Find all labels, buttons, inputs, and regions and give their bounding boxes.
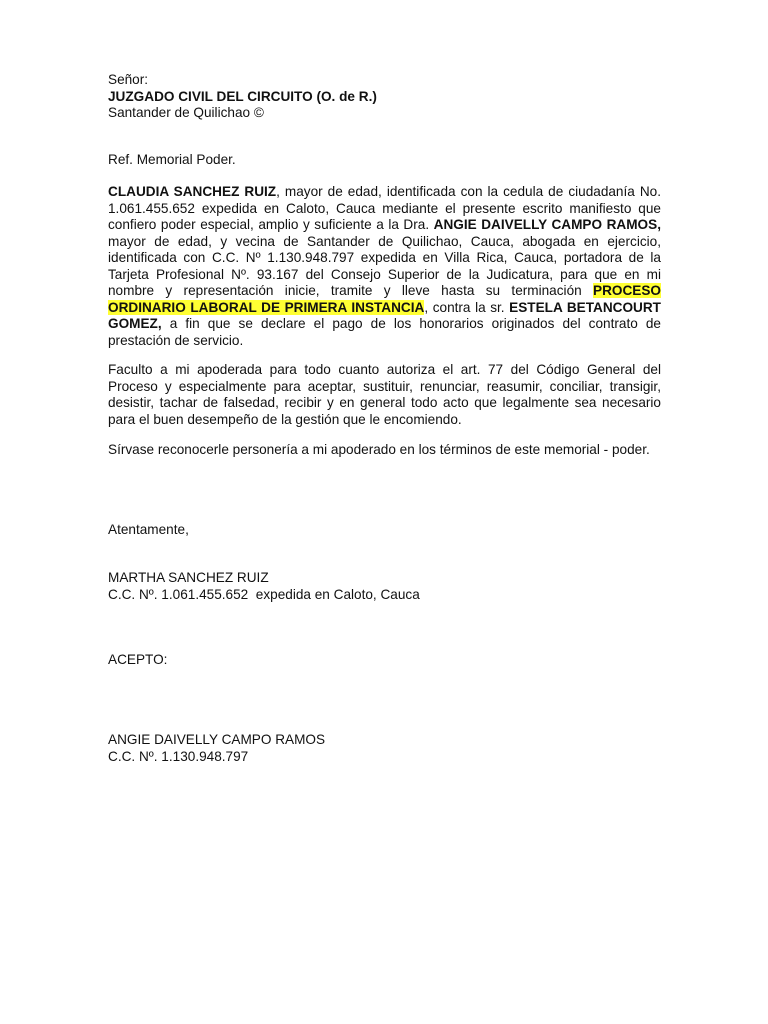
signer-grantor (108, 570, 661, 603)
reference-line (108, 152, 661, 169)
paragraph-recognition (108, 442, 661, 459)
grant-text-1: , mayor de edad, identificada con la cedula de ciudadanía No. 1.061.455.652 expedida en Caloto, Cauca mediante el presente escrito manifiesto que confiero poder especial, amplio y suficiente a la Dra. (108, 184, 661, 232)
closing (108, 522, 661, 539)
closing-text: Atentamente, (108, 522, 189, 537)
grantor-signature-id: C.C. Nº. 1.061.455.652 expedida en Caloto, Cauca (108, 586, 420, 602)
powers-text: Faculto a mi apoderada para todo cuanto autoriza el art. 77 del Código General del Proceso y especialmente para aceptar, sustituir, renunciar, reasumir, conciliar, transigir, desistir, tachar de falsedad, recibir y en general todo acto que legalmente sea necesario para el buen desempeño de la gestión que le encomiendo. (108, 362, 661, 427)
attorney-signature-id: C.C. Nº. 1.130.948.797 (108, 748, 249, 764)
grantor-name: CLAUDIA SANCHEZ RUIZ (108, 184, 277, 199)
court-name: JUZGADO CIVIL DEL CIRCUITO (O. de R.) (108, 88, 377, 104)
signer-attorney (108, 732, 661, 765)
accept-label (108, 652, 661, 669)
process-type-highlight: PROCESO ORDINARIO LABORAL DE PRIMERA INSTANCIA (108, 283, 661, 315)
attorney-signature-name: ANGIE DAIVELLY CAMPO RAMOS (108, 732, 326, 747)
accept-text: ACEPTO: (108, 652, 168, 667)
paragraph-powers (108, 362, 661, 428)
recognition-text: Sírvase reconocerle personería a mi apoderado en los términos de este memorial - poder. (108, 442, 650, 457)
attorney-name: ANGIE DAIVELLY CAMPO RAMOS, (433, 217, 661, 232)
reference-text: Ref. Memorial Poder. (108, 152, 236, 167)
paragraph-grant (108, 184, 661, 349)
court-city: Santander de Quilichao © (108, 105, 264, 120)
grant-text-4: a fin que se declare el pago de los honorarios originados del contrato de prestación de servicio. (108, 316, 661, 348)
defendant-name: ESTELA BETANCOURT GOMEZ, (108, 299, 661, 331)
addressee-block (108, 72, 661, 122)
grant-text (108, 184, 661, 349)
grantor-signature-name: MARTHA SANCHEZ RUIZ (108, 570, 269, 585)
grant-text-2: mayor de edad, y vecina de Santander de Quilichao, Cauca, abogada en ejercicio, identificada con C.C. Nº 1.130.948.797 expedida en Villa Rica, Cauca, portadora de la Tarjeta Profesional Nº. 93.167 del Consejo Superior de la Judicatura, para que en mi nombre y representación inicie, tramite y lleve hasta su terminación (108, 233, 661, 298)
grant-text-3: , contra la sr. (424, 299, 510, 315)
salutation: Señor: (108, 72, 149, 87)
